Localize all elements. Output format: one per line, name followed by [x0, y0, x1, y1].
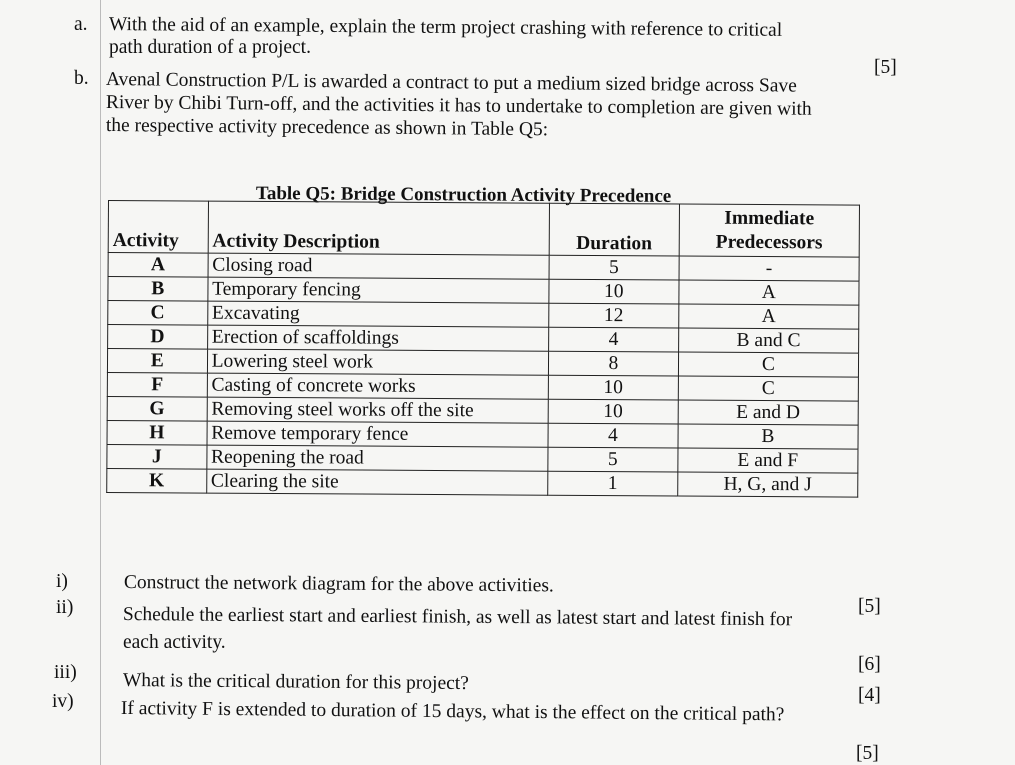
part-a-label: a. — [74, 14, 88, 35]
cell-predecessors: C — [678, 376, 858, 401]
cell-duration: 1 — [548, 471, 678, 496]
part-b-line2: River by Chibi Turn-off, and the activities it has to undertake to completion are given with — [105, 91, 812, 120]
cell-description: Temporary fencing — [208, 277, 549, 303]
cell-activity: D — [108, 325, 208, 350]
cell-activity: J — [107, 444, 207, 469]
subq-3-text: What is the critical duration for this project? — [122, 669, 469, 695]
cell-activity: K — [107, 468, 207, 493]
cell-activity: B — [108, 277, 208, 302]
cell-predecessors: B — [678, 424, 858, 449]
cell-activity: C — [108, 301, 208, 326]
cell-duration: 4 — [548, 423, 678, 448]
header-predecessors-line2: Predecessors — [715, 231, 823, 254]
cell-predecessors: B and C — [678, 328, 858, 353]
header-predecessors-line1: Immediate — [724, 207, 815, 230]
cell-activity: E — [107, 349, 207, 374]
cell-predecessors: C — [678, 352, 858, 377]
table-caption: Table Q5: Bridge Construction Activity Precedence — [255, 183, 672, 207]
cell-predecessors: A — [679, 280, 859, 305]
cell-predecessors: E and D — [678, 400, 858, 425]
header-predecessors — [679, 204, 860, 257]
part-a-line2: path duration of a project. — [109, 37, 311, 58]
cell-duration: 10 — [549, 279, 679, 304]
cell-duration: 12 — [549, 303, 679, 328]
subq-3-marks: [4] — [858, 685, 881, 706]
part-b-line1: Avenal Construction P/L is awarded a contract to put a medium sized bridge across Save — [105, 68, 797, 97]
part-b-label: b. — [74, 68, 89, 89]
cell-description: Excavating — [207, 301, 548, 327]
header-description: Activity Description — [208, 201, 550, 255]
subq-4-text: If activity F is extended to duration of 15 days, what is the effect on the critical path? — [120, 697, 785, 726]
header-activity: Activity — [108, 201, 208, 254]
table-header-row — [108, 201, 859, 258]
subq-1-label: i) — [56, 571, 68, 592]
subq-2-marks: [6] — [858, 654, 881, 675]
cell-description: Clearing the site — [206, 469, 547, 495]
cell-duration: 10 — [548, 375, 678, 400]
cell-duration: 5 — [548, 447, 678, 472]
cell-description: Reopening the road — [207, 445, 548, 471]
cell-predecessors: E and F — [678, 448, 858, 473]
header-duration: Duration — [549, 203, 679, 256]
cell-activity: H — [107, 420, 207, 445]
cell-description: Remove temporary fence — [207, 421, 548, 447]
part-a-marks: [5] — [874, 57, 897, 78]
cell-predecessors: - — [679, 256, 859, 281]
subq-2-text-line1: Schedule the earliest start and earliest finish, as well as latest start and latest finish for — [122, 603, 793, 631]
cell-predecessors: A — [679, 304, 859, 329]
cell-description: Closing road — [208, 253, 549, 279]
cell-duration: 8 — [548, 351, 678, 376]
subq-2-text-line2: each activity. — [123, 632, 226, 653]
activity-table — [106, 200, 860, 498]
cell-description: Casting of concrete works — [207, 373, 548, 399]
cell-activity: G — [107, 396, 207, 421]
cell-description: Removing steel works off the site — [207, 397, 548, 423]
cell-activity: A — [108, 253, 208, 278]
cell-description: Lowering steel work — [207, 349, 548, 375]
cell-description: Erection of scaffoldings — [207, 325, 548, 351]
cell-duration: 5 — [549, 255, 679, 280]
subq-4-marks: [5] — [856, 743, 879, 764]
cell-duration: 4 — [549, 327, 679, 352]
subq-3-label: iii) — [54, 662, 77, 683]
cell-predecessors: H, G, and J — [677, 472, 857, 497]
cell-activity: F — [107, 372, 207, 397]
subq-1-text: Construct the network diagram for the above activities. — [123, 571, 554, 597]
table-row — [107, 468, 858, 497]
cell-duration: 10 — [548, 399, 678, 424]
subq-2-label: ii) — [56, 597, 74, 618]
margin-rule — [100, 0, 101, 765]
subq-4-label: iv) — [52, 691, 74, 712]
part-a-line1: With the aid of an example, explain the term project crashing with reference to critical — [108, 13, 783, 41]
subq-1-marks: [5] — [858, 596, 881, 617]
part-b-line3: the respective activity precedence as shown in Table Q5: — [105, 114, 549, 141]
